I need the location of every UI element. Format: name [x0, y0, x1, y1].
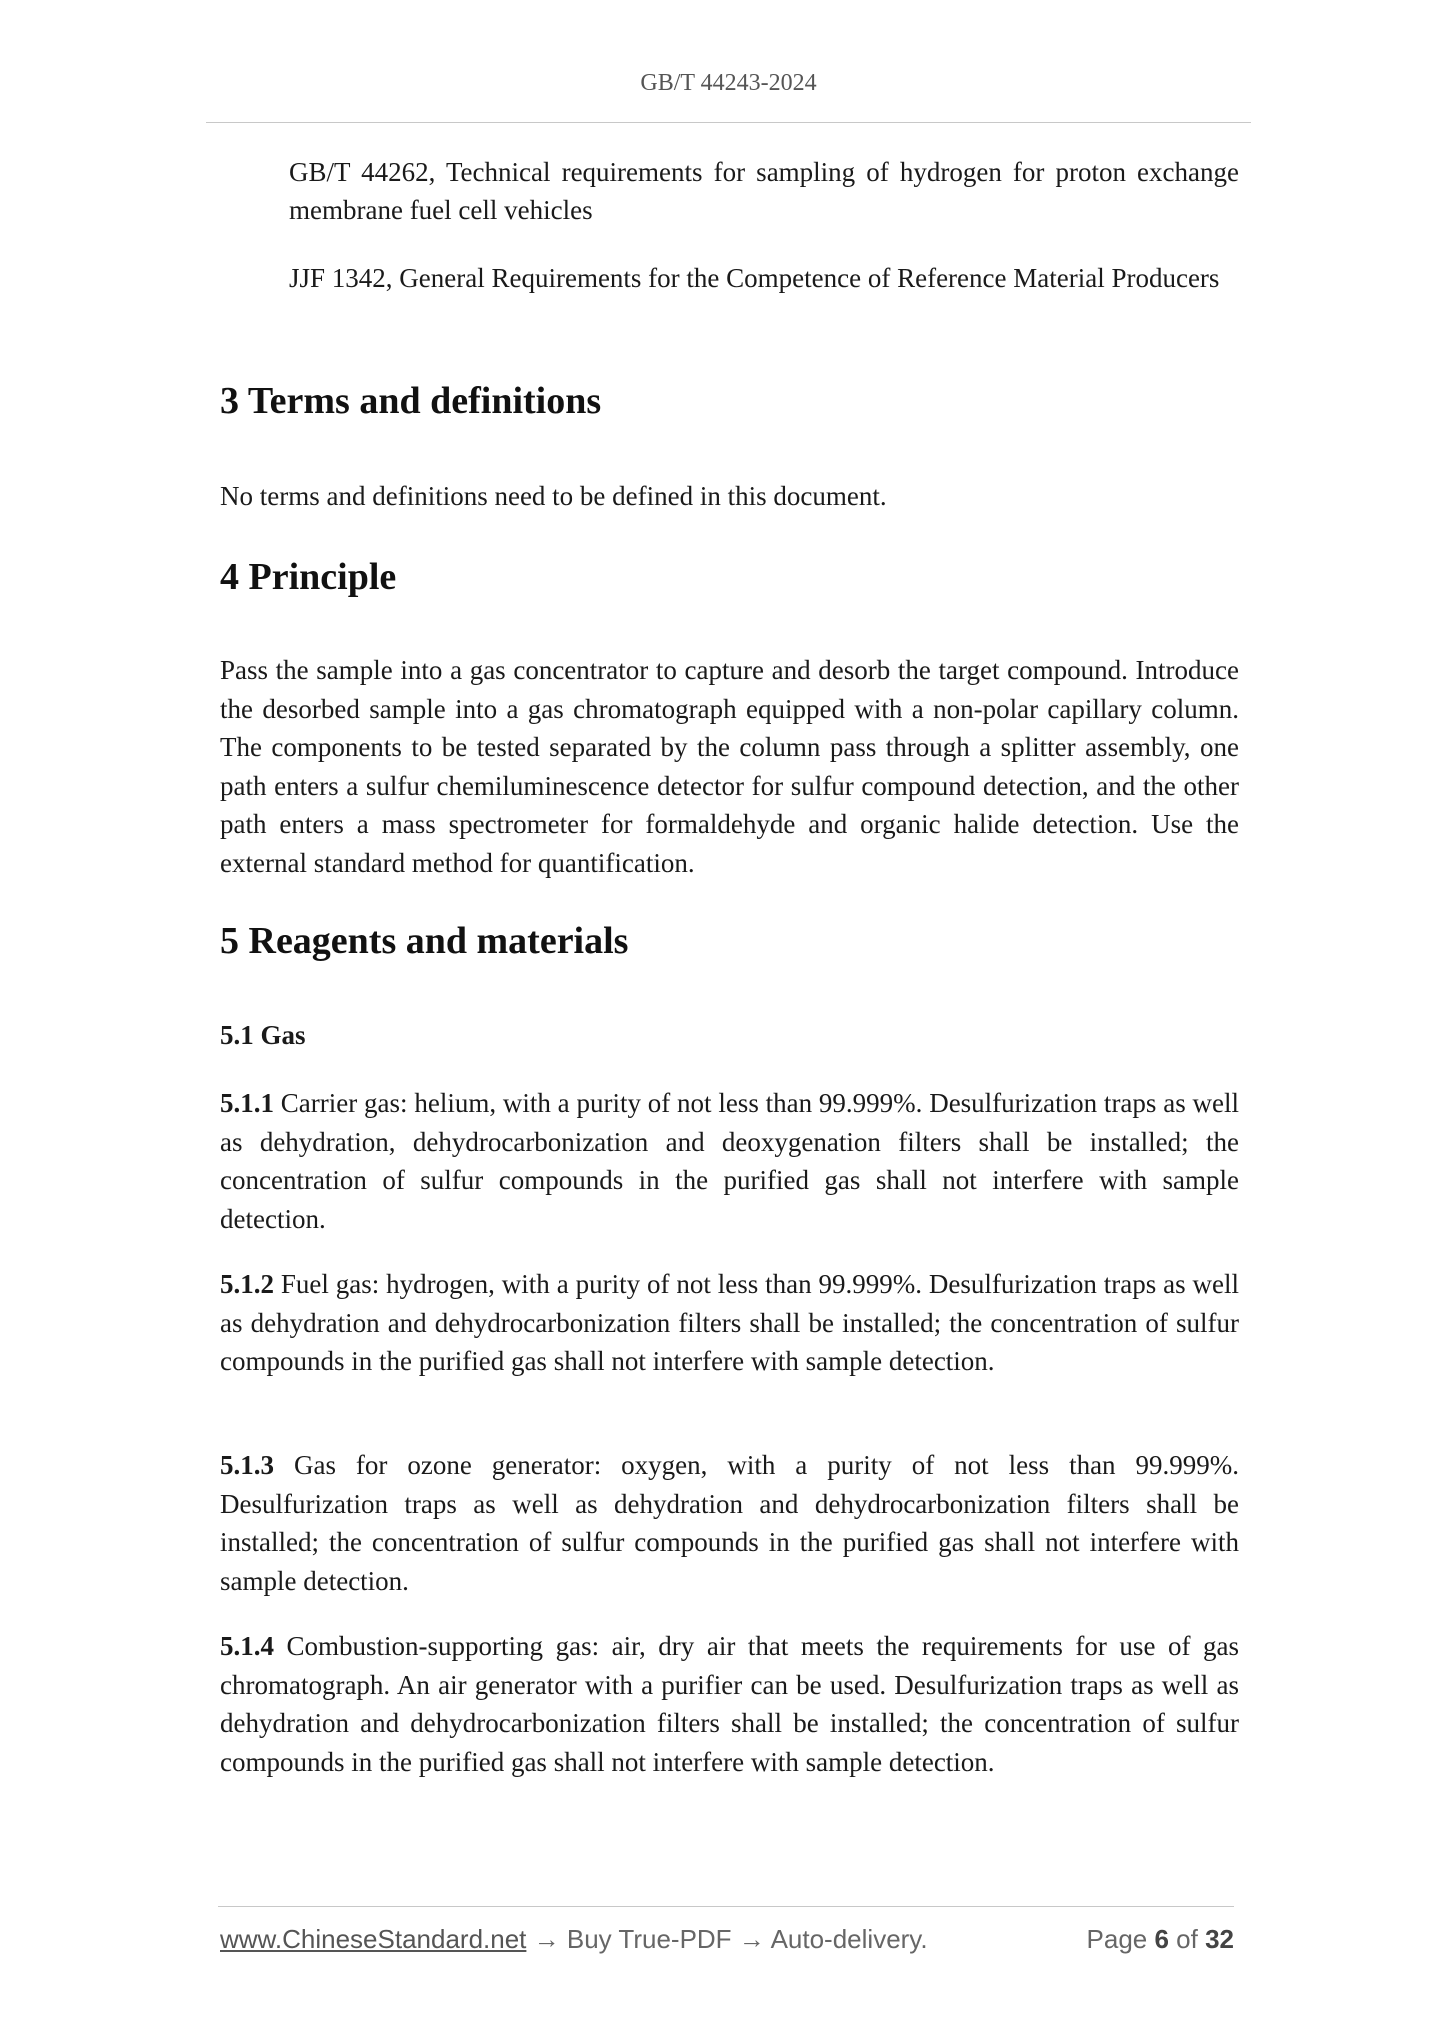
clause-text: Carrier gas: helium, with a purity of not less than 99.999%. Desulfurization traps as well as dehydration, dehydrocarbonization and deoxygenation filters shall be installed; the concentration of sulfur compounds in the purified gas shall not interfere with sample detection. [220, 1088, 1239, 1234]
clause-number: 5.1.3 [220, 1450, 274, 1480]
reference-entry: JJF 1342, General Requirements for the Competence of Reference Material Producers [289, 263, 1220, 293]
website-link[interactable]: www.ChineseStandard.net [220, 1924, 527, 1954]
total-pages: 32 [1205, 1924, 1234, 1954]
clause-number: 5.1.4 [220, 1631, 274, 1661]
section-4-heading: 4 Principle [220, 556, 397, 598]
section-3-heading: 3 Terms and definitions [220, 380, 602, 422]
section-5-heading: 5 Reagents and materials [220, 920, 629, 962]
clause-text: Gas for ozone generator: oxygen, with a purity of not less than 99.999%. Desulfurization traps as well as dehydration and dehydrocarbonization filters shall be installed; the concentration of sulfur compounds in the purified gas shall not interfere with sample detection. [220, 1450, 1239, 1596]
page-number [1087, 1924, 1234, 1955]
clause-number: 5.1.1 [220, 1088, 274, 1118]
header-divider [206, 122, 1251, 123]
document-id: GB/T 44243-2024 [640, 70, 817, 96]
footer-promo [220, 1924, 928, 1955]
footer-tagline: → Buy True-PDF → Auto-delivery. [526, 1924, 928, 1954]
clause-5-1-3 [220, 1446, 1239, 1600]
clause-text: Combustion-supporting gas: air, dry air that meets the requirements for use of gas chromatograph. An air generator with a purifier can be used. Desulfurization traps as well as dehydration and dehydrocarbonization filters shall be installed; the concentration of sulfur compounds in the purified gas shall not interfere with sample detection. [220, 1631, 1239, 1777]
of-label: of [1168, 1924, 1206, 1954]
clause-5-1-1 [220, 1084, 1239, 1238]
current-page: 6 [1154, 1924, 1169, 1954]
subsection-5-1-heading: 5.1 Gas [220, 1020, 306, 1050]
reference-entry: GB/T 44262, Technical requirements for sampling of hydrogen for proton exchange membrane fuel cell vehicles [289, 157, 1239, 225]
section-4-body: Pass the sample into a gas concentrator to capture and desorb the target compound. Introduce the desorbed sample into a gas chromatograph equipped with a non-polar capillary column. The components to be tested separated by the column pass through a splitter assembly, one path enters a sulfur chemiluminescence detector for sulfur compound detection, and the other path enters a mass spectrometer for formaldehyde and organic halide detection. Use the external standard method for quantification. [220, 655, 1239, 878]
page-footer [220, 1924, 1234, 1960]
page-label: Page [1086, 1924, 1155, 1954]
footer-divider [218, 1906, 1234, 1907]
section-3-body: No terms and definitions need to be defined in this document. [220, 481, 887, 511]
clause-5-1-2 [220, 1265, 1239, 1381]
clause-text: Fuel gas: hydrogen, with a purity of not less than 99.999%. Desulfurization traps as well as dehydration and dehydrocarbonization filters shall be installed; the concentration of sulfur compounds in the purified gas shall not interfere with sample detection. [220, 1269, 1239, 1376]
clause-number: 5.1.2 [220, 1269, 274, 1299]
page-header [206, 70, 1251, 97]
clause-5-1-4 [220, 1627, 1239, 1781]
